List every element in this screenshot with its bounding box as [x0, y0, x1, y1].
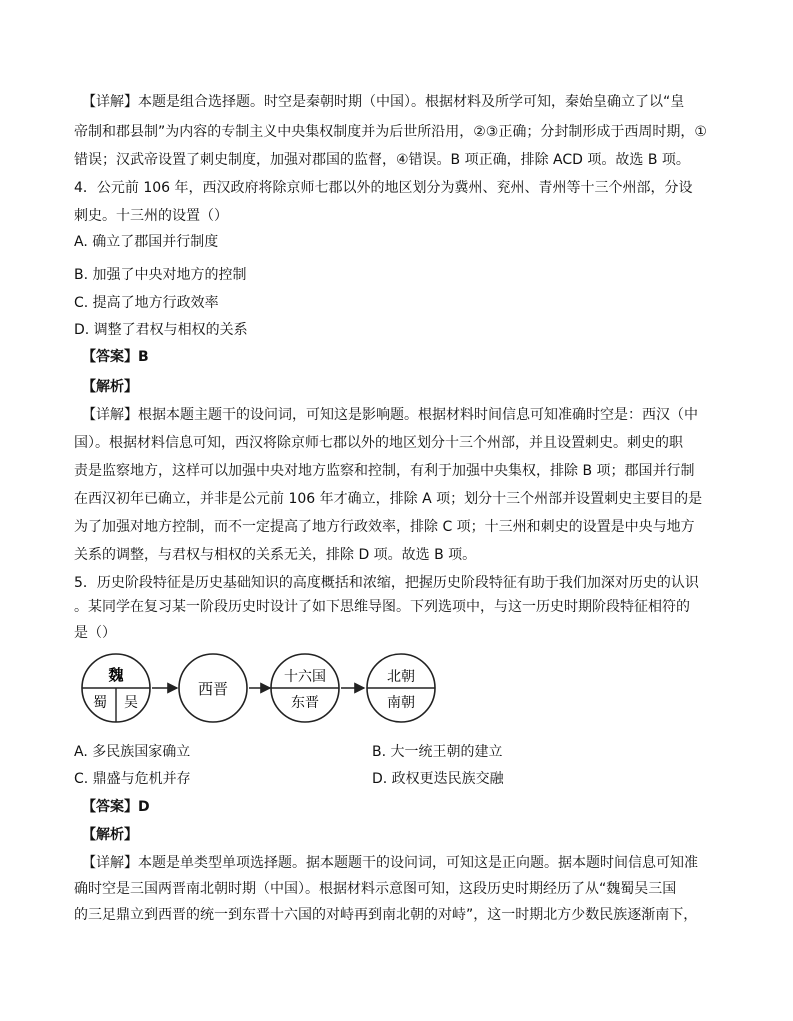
- label-wu: 吴: [124, 695, 138, 711]
- circle-sixteen-kingdoms: [271, 654, 339, 722]
- option-4d: D. 调整了君权与相权的关系: [74, 322, 248, 338]
- line-1: 【详解】本题是组合选择题。时空是秦朝时期（中国）。根据材料及所学可知，秦始皇确立了以“皇: [82, 94, 685, 110]
- answer-5: 【答案】D: [82, 799, 150, 815]
- label-sixteen-kingdoms: 十六国: [284, 669, 326, 685]
- answer-4: 【答案】B: [82, 349, 149, 365]
- analysis-4-line-1: 【详解】根据本题主题干的设问词，可知这是影响题。根据材料时间信息可知准确时空是：西汉（中: [82, 407, 698, 423]
- option-5d: D. 政权更迭民族交融: [372, 771, 504, 787]
- mind-map-diagram: [0, 651, 793, 731]
- option-5b: B. 大一统王朝的建立: [372, 744, 503, 760]
- label-eastern-jin: 东晋: [291, 695, 319, 711]
- label-western-jin: 西晋: [197, 680, 229, 698]
- label-shu: 蜀: [93, 695, 107, 711]
- option-4b: B. 加强了中央对地方的控制: [74, 267, 247, 283]
- label-northern-dynasties: 北朝: [387, 669, 415, 685]
- question-4-cont: 刺史。十三州的设置（）: [74, 208, 228, 224]
- label-southern-dynasties: 南朝: [387, 695, 415, 711]
- analysis-5-line-1: 【详解】本题是单类型单项选择题。据本题题干的设问词，可知这是正向题。据本题时间信息可知准: [82, 855, 698, 871]
- option-4a: A. 确立了郡国并行制度: [74, 234, 219, 250]
- line-2: 帝制和郡县制”为内容的专制主义中央集权制度并为后世所沿用，②③正确；分封制形成于西周时期，①: [74, 124, 707, 140]
- analysis-4-heading: 【解析】: [82, 379, 138, 395]
- question-4: 4．公元前 106 年，西汉政府将除京师七郡以外的地区划分为冀州、兖州、青州等十三个州部，分设: [74, 180, 693, 196]
- analysis-4-line-3: 责是监察地方，这样可以加强中央对地方监察和控制，有利于加强中央集权，排除 B 项；郡国并行制: [74, 463, 695, 479]
- analysis-5-heading: 【解析】: [82, 827, 138, 843]
- label-wei: 魏: [108, 666, 124, 684]
- line-3: 错误；汉武帝设置了刺史制度，加强对郡国的监督，④错误。B 项正确，排除 ACD 项。故选 B 项。: [74, 152, 690, 168]
- analysis-4-line-2: 国）。根据材料信息可知，西汉将除京师七郡以外的地区划分十三个州部，并且设置刺史。刺史的职: [74, 435, 683, 451]
- option-4c: C. 提高了地方行政效率: [74, 295, 219, 311]
- question-5: 5．历史阶段特征是历史基础知识的高度概括和浓缩，把握历史阶段特征有助于我们加深对历史的认识: [74, 575, 699, 591]
- circle-western-jin: [179, 654, 247, 722]
- circle-northern-southern: [367, 654, 435, 722]
- analysis-5-line-3: 的三足鼎立到西晋的统一到东晋十六国的对峙再到南北朝的对峙”，这一时期北方少数民族逐渐南下，: [74, 907, 698, 923]
- analysis-4-line-5: 为了加强对地方控制，而不一定提高了地方行政效率，排除 C 项；十三州和刺史的设置是中央与地方: [74, 519, 695, 535]
- analysis-5-line-2: 确时空是三国两晋南北朝时期（中国）。根据材料示意图可知，这段历史时期经历了从“魏蜀吴三国: [74, 881, 677, 897]
- analysis-4-line-6: 关系的调整，与君权与相权的关系无关，排除 D 项。故选 B 项。: [74, 547, 477, 563]
- option-5c: C. 鼎盛与危机并存: [74, 771, 191, 787]
- question-5-end: 是（）: [74, 625, 116, 641]
- circle-three-kingdoms: [82, 654, 150, 722]
- question-5-cont: 。某同学在复习某一阶段历史时设计了如下思维导图。下列选项中，与这一历史时期阶段特征相符的: [74, 599, 690, 615]
- option-5a: A. 多民族国家确立: [74, 744, 191, 760]
- analysis-4-line-4: 在西汉初年已确立，并非是公元前 106 年才确立，排除 A 项；划分十三个州部并设置刺史主要目的是: [74, 491, 703, 507]
